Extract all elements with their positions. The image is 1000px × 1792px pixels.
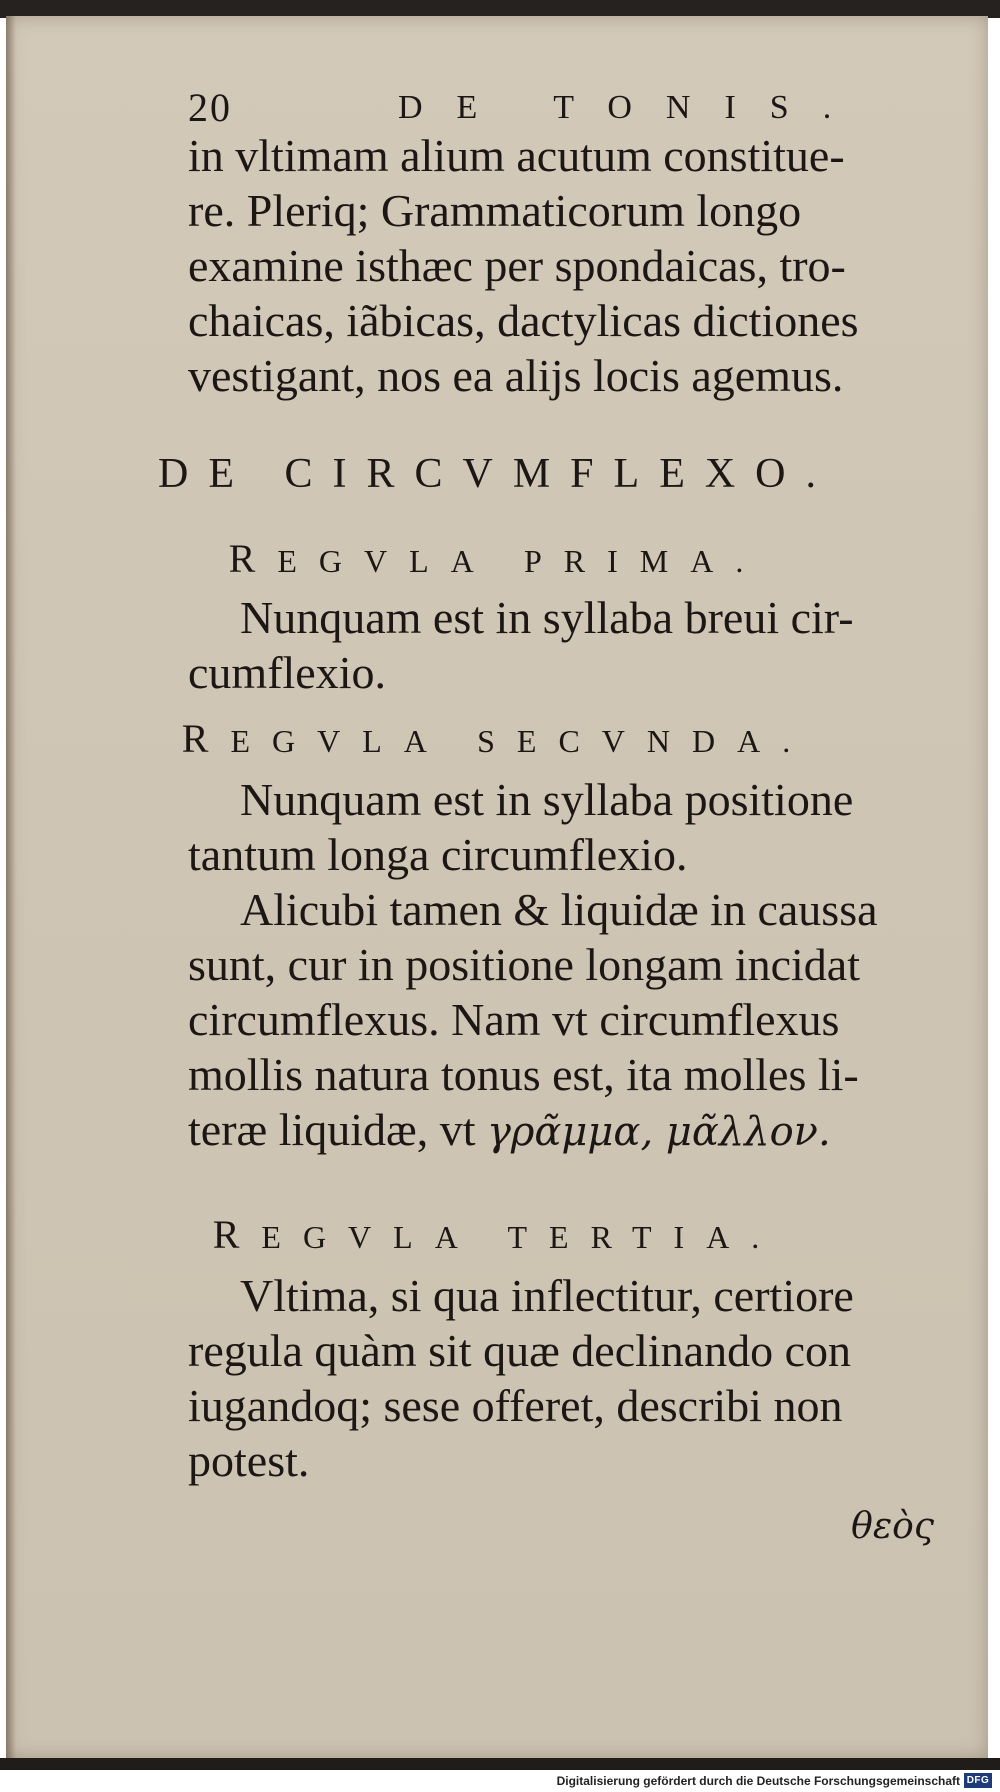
text-line: Nunquam est in syllaba breui cir- <box>240 592 854 643</box>
dfg-logo: DFG <box>964 1773 992 1788</box>
scan-bottom-border <box>0 1758 1000 1770</box>
text-line: Nunquam est in syllaba positione <box>240 774 854 825</box>
intro-paragraph <box>188 128 956 403</box>
rule-heading-text: EGVLA PRIMA. <box>277 543 766 579</box>
text-line: mollis natura tonus est, ita molles li- <box>188 1049 859 1100</box>
rule-tertia-text <box>188 1268 956 1488</box>
text-line: circumflexus. Nam vt circumflexus <box>188 994 840 1045</box>
rule-prima-text <box>188 590 956 700</box>
text-line: vestigant, nos ea alijs locis agemus. <box>188 350 844 401</box>
text-line: tantum longa circumflexio. <box>188 829 688 880</box>
page-number: 20 <box>188 85 232 130</box>
text-line: potest. <box>188 1435 310 1486</box>
rule-heading-text: EGVLA TERTIA. <box>261 1219 782 1255</box>
greek-example: γρᾶμμα, μᾶλλον. <box>487 1109 831 1155</box>
text-line: in vltimam alium acutum constitue- <box>188 130 845 181</box>
page-gutter-shadow <box>6 16 16 1758</box>
text-line: re. Pleriq; Grammaticorum longo <box>188 185 802 236</box>
catchword: θεὸς <box>851 1506 934 1547</box>
digitization-footer <box>0 1770 1000 1792</box>
rule-heading-secunda <box>6 716 988 764</box>
text-line: chaicas, iãbicas, dactylicas dictiones <box>188 295 859 346</box>
rule-secunda-text <box>188 772 956 1160</box>
text-line: examine isthæc per spondaicas, tro- <box>188 240 846 291</box>
rule-heading-initial: R <box>228 536 278 581</box>
text-fragment: teræ liquidæ, vt <box>188 1104 476 1155</box>
funding-credit: Digitalisierung gefördert durch die Deutsche Forschungsgemeinschaft <box>556 1774 960 1788</box>
section-heading: DE CIRCVMFLEXO. <box>157 451 837 497</box>
text-line <box>188 1102 956 1160</box>
rule-heading-initial: R <box>212 1212 262 1257</box>
running-head: DE TONIS. <box>398 89 866 126</box>
rule-heading-prima <box>6 536 988 584</box>
text-line: iugandoq; sese offeret, describi non <box>188 1380 843 1431</box>
rule-heading-text: EGVLA SECVNDA. <box>230 723 813 759</box>
rule-heading-initial: R <box>181 716 231 761</box>
rule-heading-tertia <box>6 1212 988 1260</box>
text-line: Alicubi tamen & liquidæ in caussa <box>240 884 878 935</box>
text-line: cumflexio. <box>188 647 386 698</box>
book-page <box>6 16 988 1758</box>
text-line: Vltima, si qua inflectitur, certiore <box>240 1270 854 1321</box>
text-line: regula quàm sit quæ declinando con <box>188 1325 852 1376</box>
text-line: sunt, cur in positione longam incidat <box>188 939 861 990</box>
